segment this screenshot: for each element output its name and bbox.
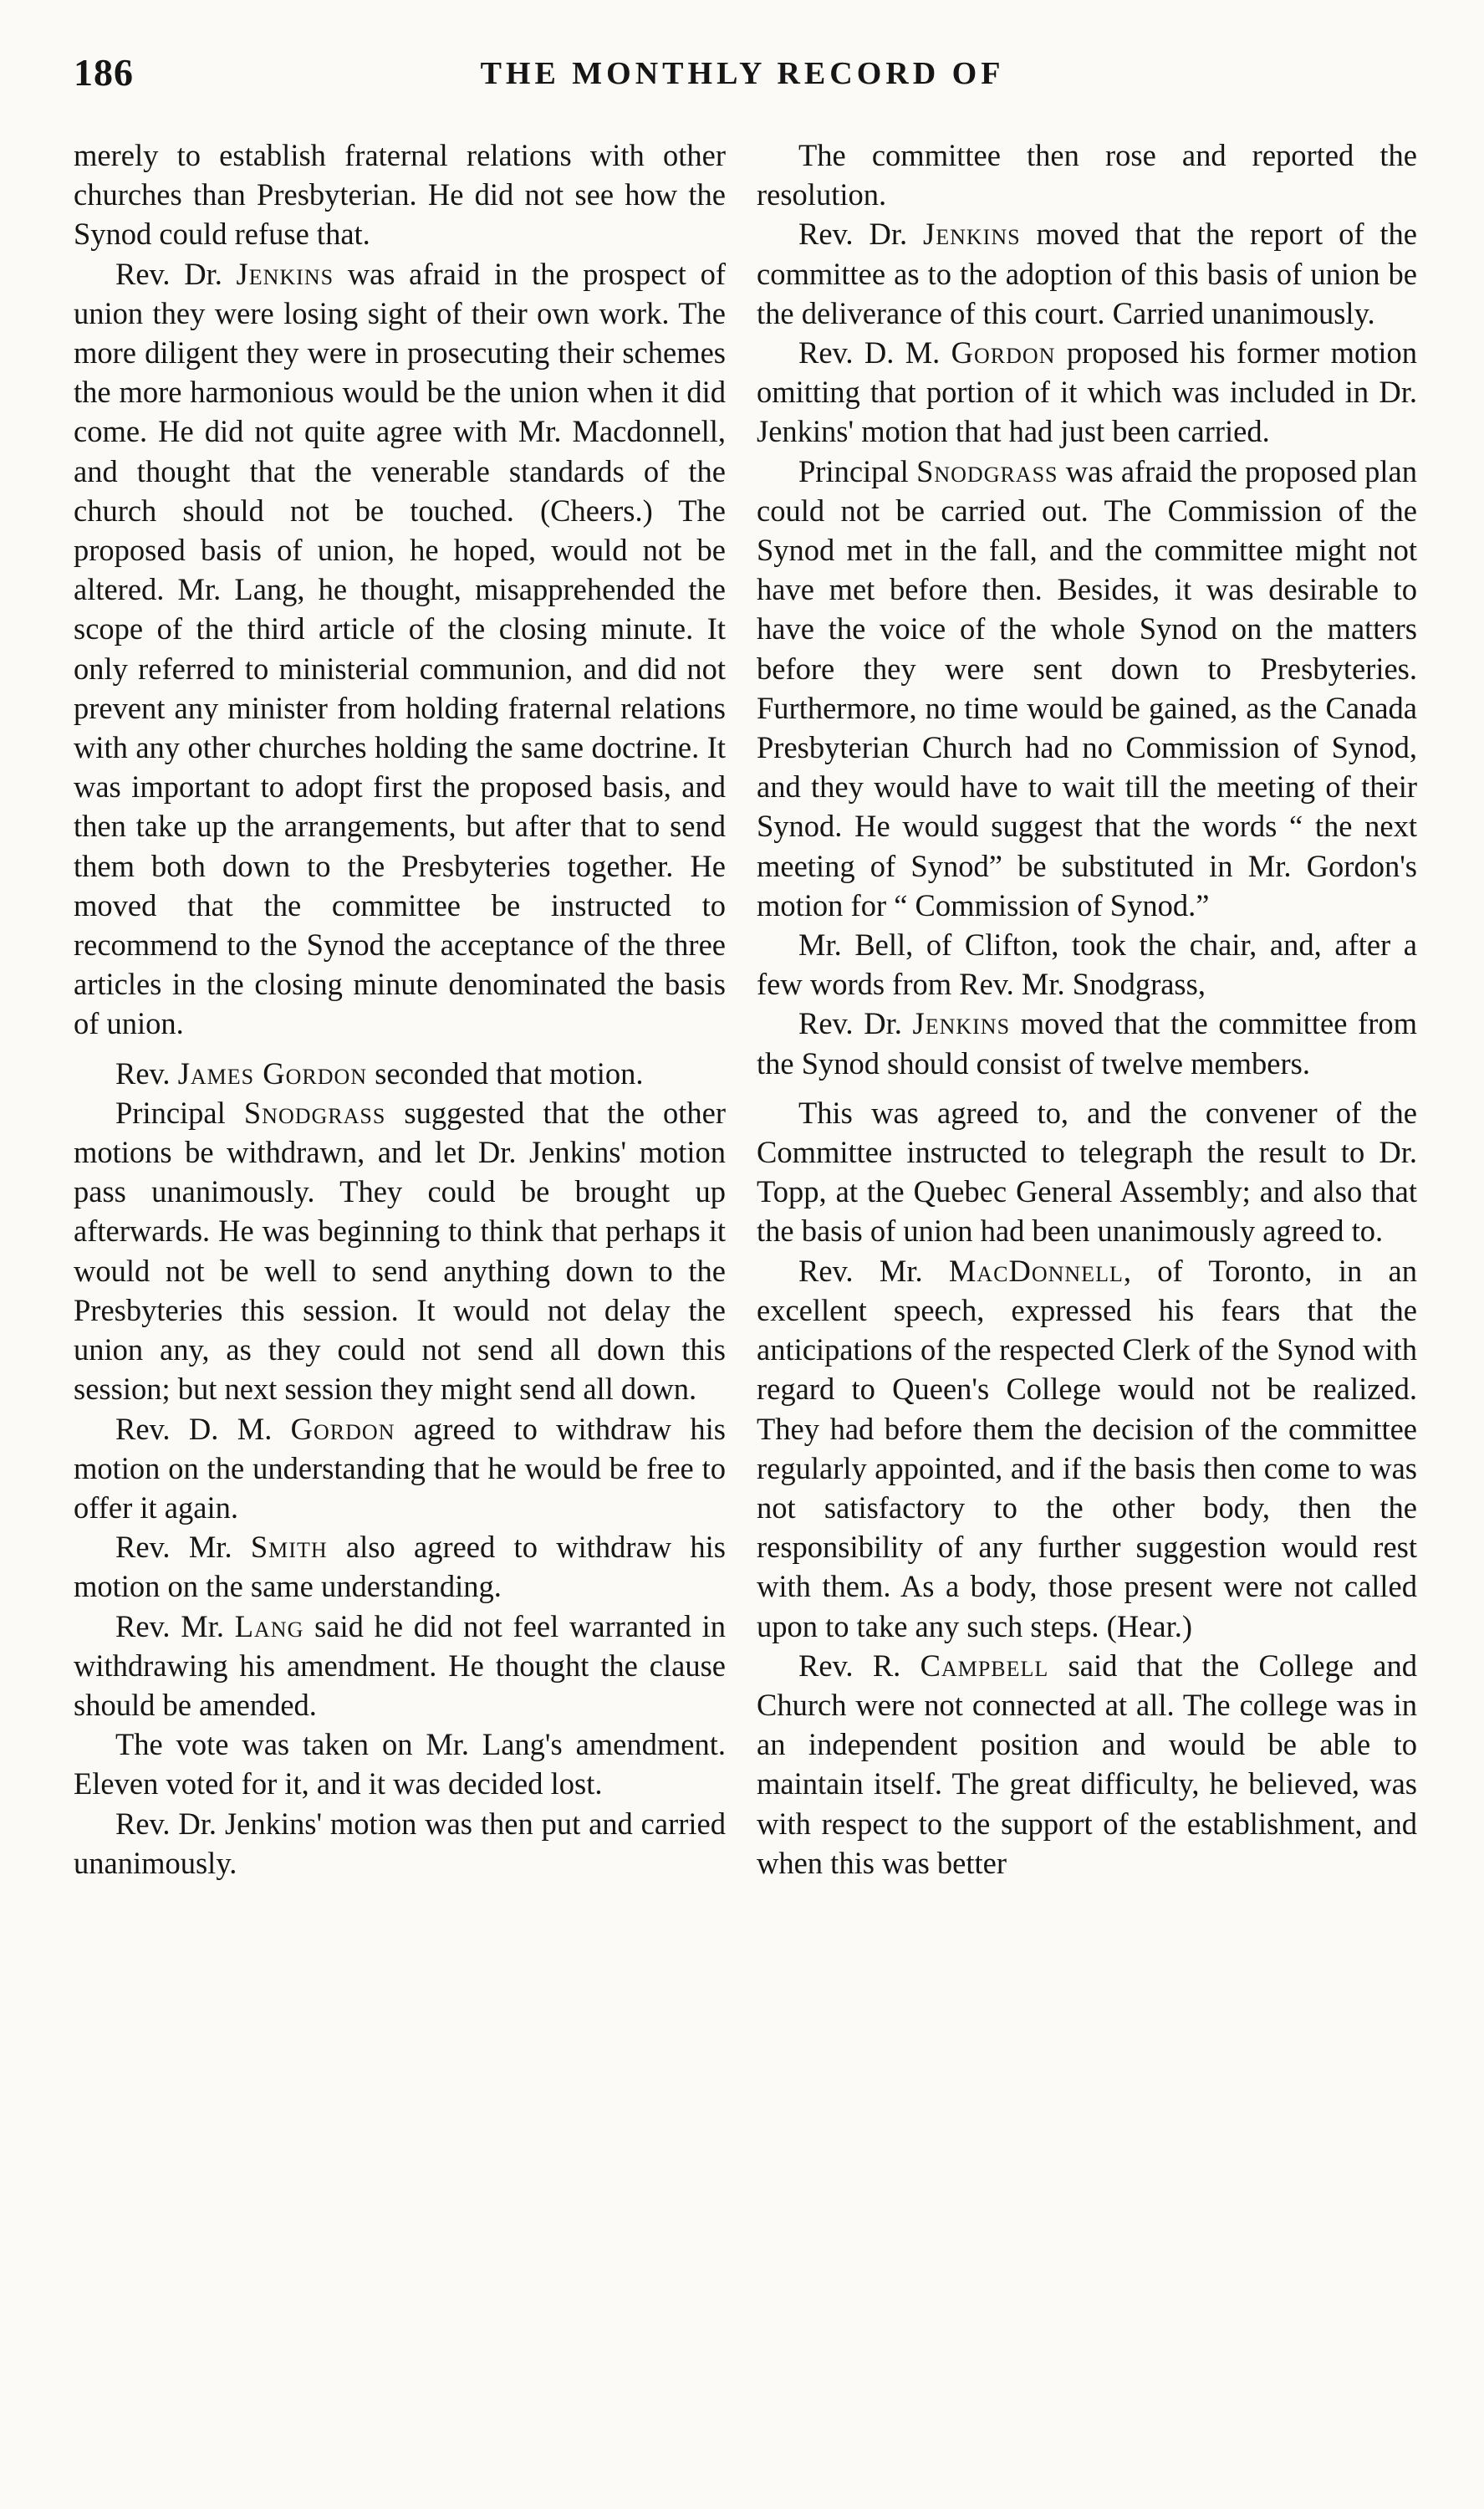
paragraph: Principal Snodgrass was afraid the proposed plan could not be carried out. The Commission of the Synod met in the fall, and the committee might not have met before then. Besides, it was desirable to have the voice of the whole Synod on the matters before they were sent down to Presbyteries. Furthermore, no time would be gained, as the Canada Presbyterian Church had no Commission of Synod, and they would have to wait till the meeting of their Synod. He would suggest that the words “ the next meeting of Synod” be substituted in Mr. Gordon's motion for “ Commission of Synod.” [757,453,1418,922]
paragraph: This was agreed to, and the convener of the Committee instructed to telegraph the result to Dr. Topp, at the Quebec General Assembly; and also that the basis of union had been unanimously agreed to. [757,1095,1417,1249]
paragraph: Principal Snodgrass suggested that the other motions be withdrawn, and let Dr. Jenkins' motion pass unanimously. They could be brought up afterwards. He was beginning to think that perhaps it would not be well to send anything down to the Presbyteries this session. It would not delay the union any, as they could not send all down this session; but next session they might send all down. [74,1095,726,1407]
paragraph: Rev. Dr. Jenkins moved that the committee from the Synod should consist of twelve members. [757,1006,1417,1081]
paragraph: Rev. Dr. Jenkins' motion was then put and carried unanimously. [74,1806,726,1880]
paragraph: The vote was taken on Mr. Lang's amendment. Eleven voted for it, and it was decided lost. [74,1727,726,1801]
paragraph: Rev. Mr. Smith also agreed to withdraw his motion on the same understanding. [74,1530,726,1604]
running-title: THE MONTHLY RECORD OF [480,56,1005,91]
paragraph: Rev. R. Campbell said that the College and Church were not connected at all. The college was in an independent position and would be able to maintain itself. The great difficulty, he believed, was with respect to the support of the establishment, and when this was better [757,1648,1417,1880]
paragraph: Rev. Mr. MacDonnell, of Toronto, in an excellent speech, expressed his fears that the anticipations of the respected Clerk of the Synod with regard to Queen's College would not be realized. They had before them the decision of the committee regularly appointed, and if the basis then come to was not satisfactory to the other body, then the responsibility of any further suggestion would rest with them. As a body, those present were not called upon to take any such steps. (Hear.) [757,1253,1417,1643]
paragraph: Rev. Mr. Lang said he did not feel warranted in withdrawing his amendment. He thought the clause should be amended. [74,1608,726,1722]
page-number: 186 [74,51,134,94]
page-header [74,42,1411,102]
paragraph: Rev. Dr. Jenkins moved that the report of the committee as to the adoption of this basis of union be the deliverance of this court. Carried unanimously. [757,217,1417,330]
paragraph: Rev. D. M. Gordon agreed to withdraw his motion on the understanding that he would be free to offer it again. [74,1411,726,1525]
paragraph: Rev. D. M. Gordon proposed his former motion omitting that portion of it which was included in Dr. Jenkins' motion that had just been carried. [757,335,1417,449]
paragraph: The committee then rose and reported the resolution. [757,138,1417,212]
paragraph: Rev. Dr. Jenkins was afraid in the prospect of union they were losing sight of their own work. The more diligent they were in prosecuting their schemes the more harmonious would be the union when it did come. He did not quite agree with Mr. Macdonnell, and thought that the venerable standards of the church should not be touched. (Cheers.) The proposed basis of union, he hoped, would not be altered. Mr. Lang, he thought, misapprehended the scope of the third article of the closing minute. It only referred to ministerial communion, and did not prevent any minister from holding fraternal relations with any other churches holding the same doctrine. It was important to adopt first the proposed basis, and then take up the arrangements, but after that to send them both down to the Presbyteries together. He moved that the committee be instructed to recommend to the Synod the acceptance of the three articles in the closing minute denominated the basis of union. [74,256,726,1041]
paragraph: Mr. Bell, of Clifton, took the chair, and, after a few words from Rev. Mr. Snodgrass, [757,927,1417,1002]
right-column [757,135,1417,1883]
paragraph: Rev. James Gordon seconded that motion. [115,1055,644,1091]
paragraph: merely to establish fraternal relations with other churches than Presbyterian. He did not see how the Synod could refuse that. [74,138,726,252]
left-column [74,135,726,1883]
